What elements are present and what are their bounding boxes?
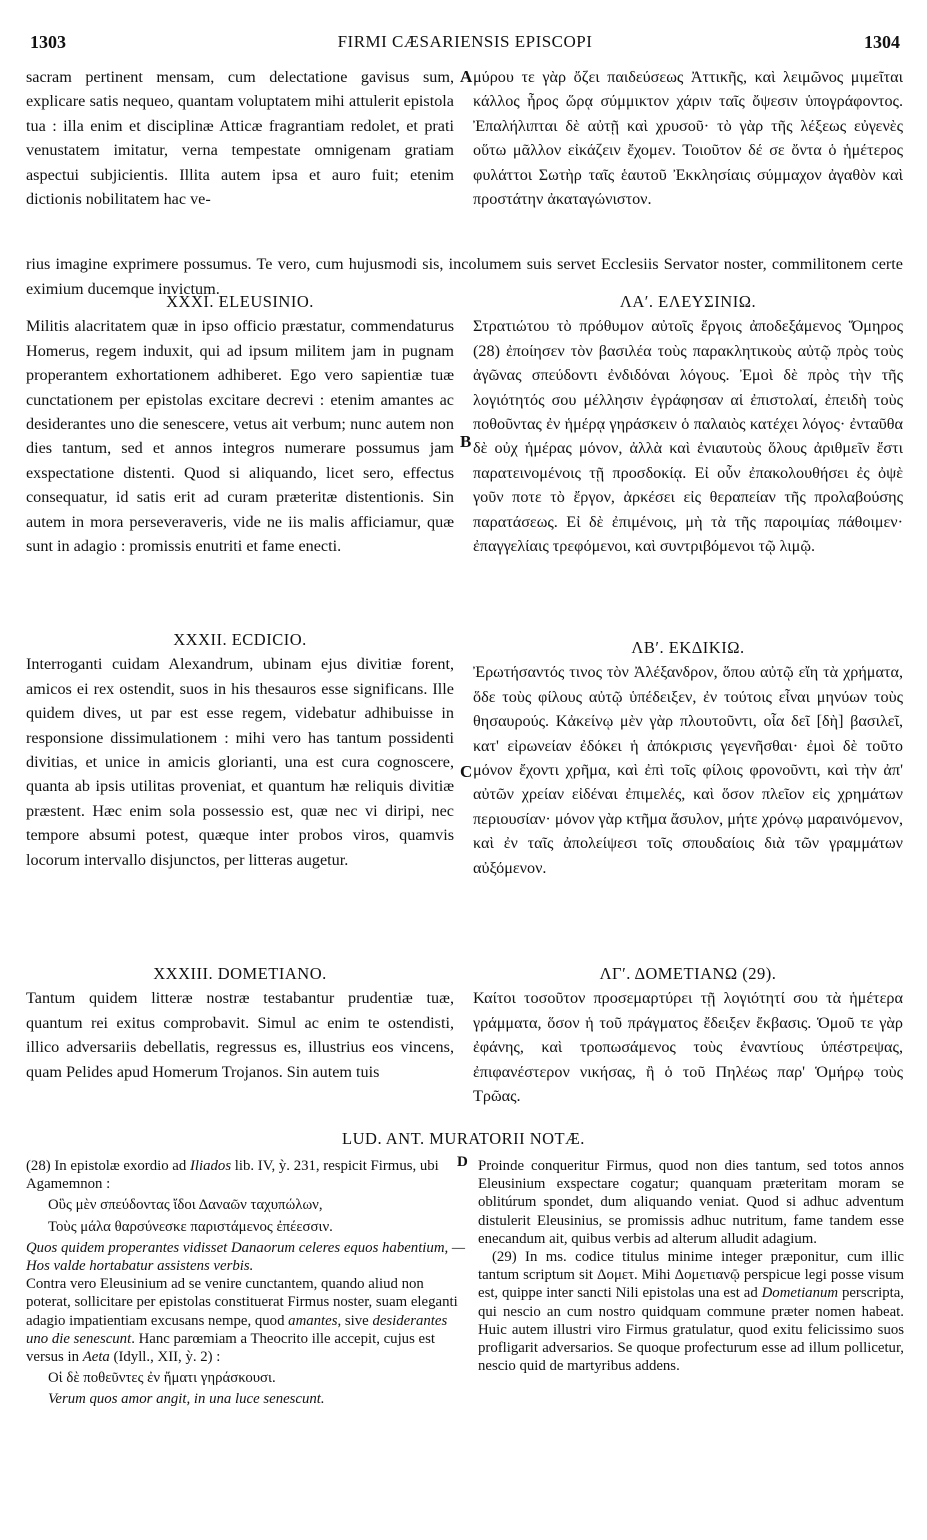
margin-marker-d: D [457,1154,468,1170]
note-28-italic-aeta: Aeta [82,1349,110,1366]
section-33-latin-text: Tantum quidem litteræ nostræ testabantur prudentiæ tuæ, quantum rei exitus comprobavit. Simul ac enim te ostendisti, illico adversariis debellatis, regressus es, illustrius eos vincens, quam Pelides apud Homerum Trojanos. Sin autem tuis [26,989,454,1081]
note-28-text-c: Contra vero Eleusinium ad se venire cunctantem, quando aliud non poterat, sollicitare per epistolas constituerat Firmus noster, suam eleganti adagio impatientiam excusans nempe, quod [26,1276,458,1329]
note-28-theocritus-verse: Οἱ δὲ ποθεῦντες ἐν ἤματι γηράσκουσι. [48,1370,276,1387]
intro-span-text: rius imagine exprimere possumus. Te vero, cum hujusmodi sis, incolumem suis servet Ecclesiis Servator noster, commilitonem certe eximium ducemque invictum. [26,255,903,298]
section-31-latin-text: Militis alacritatem quæ in ipso officio præstatur, commendaturus Homerus, regem induxit, qui ad ipsum militem jam in pugnam properantem exhortationem adhiberet. Ego vero sapientiæ tuæ cunctationem per epistolas excitare decrevi : etenim amantes ac desiderantes uno die senescere, vetus ait verbum; nunc autem non dies tantum, sed et annos integros numerare possumus jam exspectatione distenti. Quod si aliquando, licet sero, effectus consequatur, id satis erit ad curam præteritæ distentionis. Sin autem in mora perseveraveris, vide ne iis malis afficiamur, quæ sunt in adagio : promissis enutriti et fame enecti. [26,317,454,556]
section-31-latin [26,290,454,558]
page-header [30,32,900,54]
notes-left-column [26,1157,470,1412]
section-32-greek [473,636,903,880]
section-32-latin [26,628,454,872]
note-28-text-a: (28) In epistolæ exordio ad [26,1158,190,1174]
section-33-greek [473,962,903,1108]
note-29-italic-dometianum: Dometianum [761,1285,839,1302]
margin-marker-c: C [460,762,473,781]
section-31-greek [473,290,903,558]
section-31-greek-text: Στρατιώτου τὸ πρόθυμον αὐτοῖς ἔργοις ἀποδεξάμενος Ὅμηρος (28) ἐποίησεν τὸν βασιλέα τοὺς παρακλητικοὺς αὐτῷ πρὸς τοὺς ἀγῶνας σπεύδοντι ἐνδιδόναι λόγους. Ἐμοὶ δὲ πρὸς τὴν τῆς λογιότητός σου μέλλησιν ἐγράφησαν αἱ ἐπιστολαί, ἐπειδὴ τοὺς ποθοῦντας ἐν ἡμέρᾳ γηράσκειν ὁ παλαιὸς κατέχει λόγος· ἐνταῦθα δὲ οὐχ ἡμέρας μόνον, ἀλλὰ καὶ ἐνιαυτοὺς ὅλους ἀριθμεῖν ἔστι παρατεινομένοις τῇ προσδοκίᾳ. Εἰ οὖν ἐπακολουθήσει ἐς ὀψὲ γοῦν ποτε τὸ ἔργον, ἀρκέσει εἰς θεραπείαν τῆς προλαβούσης παρατάσεως. Εἰ δὲ ἐπιμένοις, μὴ τὰ τῆς παροιμίας πάθοιμεν· ἐπαγγελίαις τρεφόμενοι, καὶ συντριβόμενοι τῷ λιμῷ. [473,317,903,556]
section-32-greek-title: ΛΒʹ. ΕΚΔΙΚΙΩ. [631,638,745,657]
note-28-continuation: Proinde conqueritur Firmus, quod non dies tantum, sed totos annos Eleusinium exspectare cogatur; quanquam præteritam moram se oblitúrum spondet, dum aliquando veniat. Quod si adhuc adventum distulerit Eleusinius, se promissis adhuc nutritum, fame tandem esse enecandum ait, quibus verbis ad alterum alludit adagium. [478,1158,904,1247]
section-32-latin-title: XXXII. ECDICIO. [173,630,307,649]
note-28-greek-verse-1: Οὓς μὲν σπεύδοντας ἴδοι Δαναῶν ταχυπώλων, [48,1197,323,1214]
section-33-greek-title: ΛΓʹ. ΔΟΜΕΤΙΑΝΩ (29). [599,964,777,983]
note-28-text-d: , sive [337,1312,373,1329]
note-28-text-e: . Hanc parœmiam a Theocrito ille accepit, cujus est versus in [26,1330,435,1366]
intro-greek [473,65,903,211]
section-32-greek-text: Ἐρωτήσαντός τινος τὸν Ἀλέξανδρον, ὅπου αὐτῷ εἴη τὰ χρήματα, ὅδε τοὺς φίλους αὐτῷ ὑπέδειξεν, ἐν τούτοις εἶναι μηνύων τοὺς θησαυρούς. Κἀκείνῳ μὲν γὰρ πλουτοῦντι, οἷα δεῖ [δὴ] βασιλεῖ, κατ' εἰρωνείαν ἐδόκει ἡ ἀπόκρισις γεγενῆσθαι· ἐμοὶ δὲ τοῦτο μόνον ἔχοντι χρῆμα, καὶ ἐπὶ τοῖς φίλοις φρονοῦντι, καὶ τὴν ἀπ' αὐτῶν χρείαν εἰδέναι ἐπιμελές, καὶ ὅσον πλεῖον εἰς χρημάτων περιουσίαν· μόνον γὰρ κτῆμα ἄσυλον, μήτε χρόνῳ μαραινόμενον, καὶ ἐν ταῖς ἀπολείψεσι τοῖς σπουδαίοις διὰ τῶν γραμμάτων αὐξόμενον. [473,663,903,877]
intro-greek-text: μύρου τε γὰρ ὄζει παιδεύσεως Ἀττικῆς, καὶ λειμῶνος μιμεῖται κάλλος ἦρος ὥρᾳ σύμμικτον χάριν ταῖς ὄψεσιν ὑπογράφοντος. Ἐπαλήλιπται δὲ αὐτῇ καὶ χρυσοῦ· τὸ γὰρ τῆς λέξεως εὐγενὲς οὕτω μᾶλλον εἰκάζειν ἔχομεν. Τοιοῦτον δέ σε ὄντα ὁ ἡμέτερος φυλάττοι Σωτὴρ ταῖς ἑαυτοῦ Ἐκκλησίαις σύμμαχον ἀγαθὸν καὶ προστάτην ἀκαταγώνιστον. [473,68,903,209]
note-29 [478,1248,904,1375]
section-31-latin-title: XXXI. ELEUSINIO. [166,292,314,311]
note-29-text-b: perscripta, qui nescio an cum nostro quidquam commune præter nomen habeat. Huic autem illustri viro Firmus gratulatur, quod exitu felicissimo suos profligarit adversarios. Se quoque profecturum esse ad illum pollicetur, nescio quid de martyribus addens. [478,1285,905,1375]
section-32-latin-text: Interroganti cuidam Alexandrum, ubinam ejus divitiæ forent, amicos ei rex ostendit, suos in his thesauros esse significans. Ille quidem dives, ut par est esse regem, videbatur adhibuisse in responsione dissimulationem : mihi vero has tantum possidenti divitias, et unice in amicis glorianti, una est cura cognoscere, quanta ab ipsis utilitas proveniat, et quantum hæ reliquis divitiæ præstent. Hæc enim sola possessio est, quæ nec vi diripi, nec tempore absumi potest, quæque inter probos viros, quamvis locorum intervallo disjunctos, per litteras augetur. [26,655,454,869]
note-28-text-f: (Idyll., XII, ỳ. 2) : [109,1349,221,1366]
notes-right-column [478,1157,904,1375]
note-28-greek-verse-2: Τοὺς μάλα θαρσύνεσκε παριστάμενος ἐπέεσσιν. [48,1218,333,1235]
section-33-greek-text: Καίτοι τοσοῦτον προσεμαρτύρει τῇ λογιότητί σου τὰ ἡμέτερα γράμματα, ὅσον ἡ τοῦ πράγματος ἔδειξεν ἔκβασις. Ὁμοῦ τε γὰρ ἐφάνης, καὶ τροπωσάμενος τοὺς ἐναντίους ὑπέστρεψας, ἐπιφανέστερον νικήσας, ἢ ὁ τοῦ Πηλέως παρ' Ὁμήρῳ τοὺς Τρῶας. [473,989,903,1106]
note-28-italic-amantes: amantes [288,1312,338,1329]
note-28-iliad-title: Iliados [189,1158,232,1174]
page-number-left: 1303 [30,32,66,52]
section-33-latin [26,962,454,1084]
section-31-greek-title: ΛΑʹ. ΕΛΕΥΣΙΝΙΩ. [619,292,757,311]
section-33-latin-title: XXXIII. DOMETIANO. [153,964,327,983]
note-29-text-a: (29) In ms. codice titulus minime integer præponitur, cum illic tantum scriptum sit Δομετ. Mihi Δομετιανῷ perspicue legi posse visum est, quippe inter sancti Nili epistolas una est ad [478,1249,904,1302]
margin-marker-b: B [460,432,472,451]
intro-latin [26,65,454,211]
running-title: FIRMI CÆSARIENSIS EPISCOPI [337,32,593,51]
note-28-theocritus-translation: Verum quos amor angit, in una luce senescunt. [48,1391,325,1408]
intro-latin-text: sacram pertinent mensam, cum delectatione gavisus sum, explicare satis nequeo, quantam voluptatem mihi attulerit epistola tua : illa enim et disciplinæ Atticæ fragrantiam redolet, et prati venustatem imitatur, verna tempestate omnigenam gratiam aspectui subjicientis. Illita autem ipsa et auro fuit; etenim dictionis nobilitatem hac ve- [26,68,454,209]
page-number-right: 1304 [864,32,900,52]
notes-title: LUD. ANT. MURATORII NOTÆ. [342,1129,585,1148]
note-28-text-b: lib. IV, ỳ. 231, respicit Firmus, ubi Agamemnon : [26,1158,439,1193]
margin-marker-a: A [460,67,473,86]
note-28-translation: Quos quidem properantes vidisset Danaorum celeres equos habentium, — Hos valde hortabatur assistens verbis. [26,1239,466,1275]
note-28-commentary [26,1275,470,1366]
note-28-italic-desiderantes: desiderantes uno die senescunt [26,1312,448,1347]
note-28-intro [26,1157,470,1193]
